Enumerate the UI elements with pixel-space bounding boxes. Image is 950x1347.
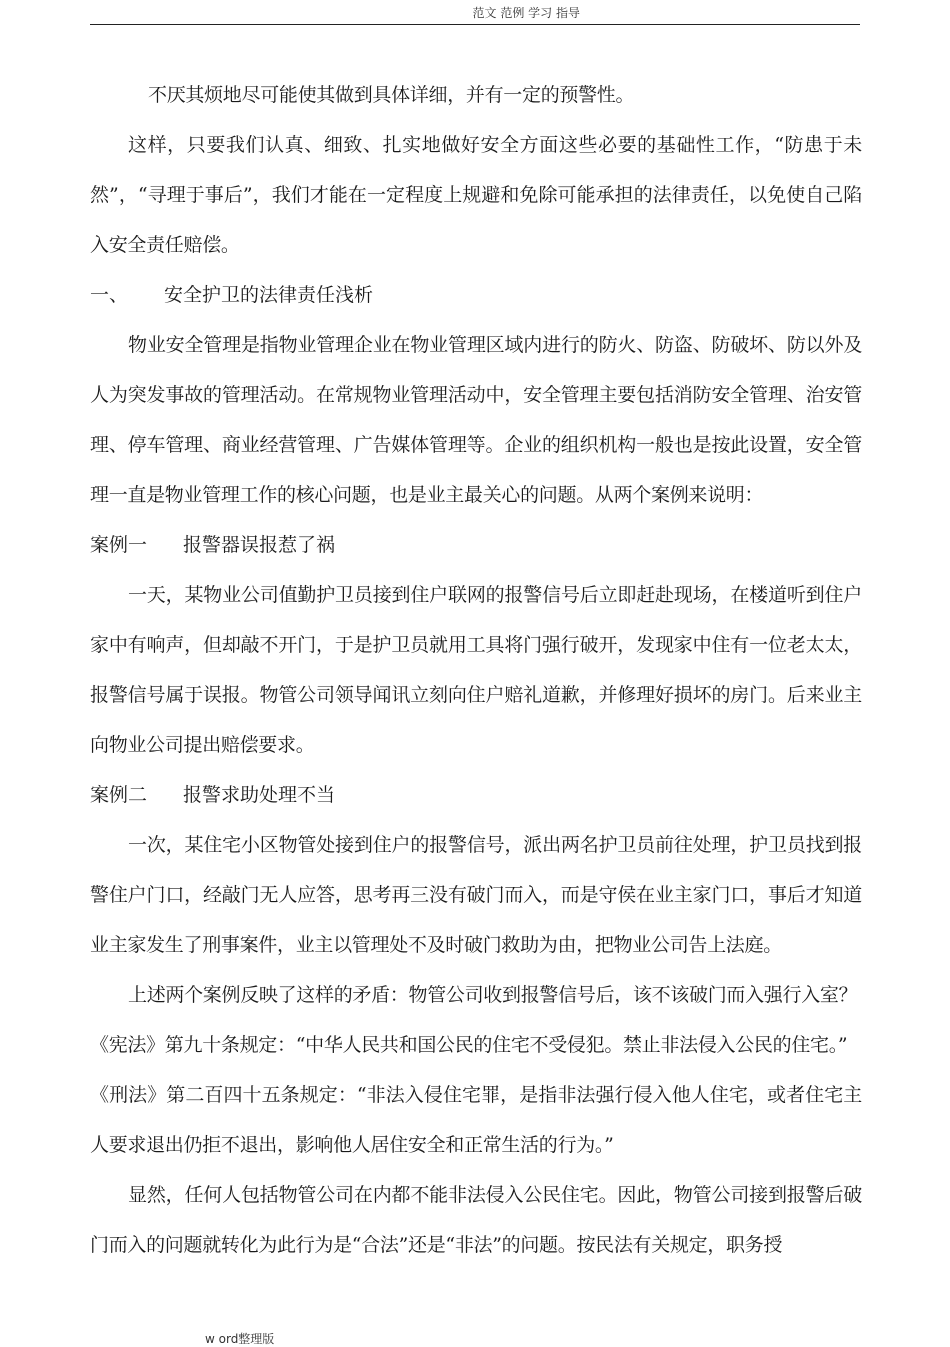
- paragraph-6: 上述两个案例反映了这样的矛盾：物管公司收到报警信号后，该不该破门而入强行入室？: [128, 984, 858, 1006]
- case-heading-2: [90, 770, 862, 820]
- section-number: 一、: [90, 284, 129, 306]
- page-footer: w ord整理版: [205, 1332, 275, 1346]
- case-title: 报警求助处理不当: [183, 784, 336, 806]
- paragraph-4: 一天，某物业公司值勤护卫员接到住户联网的报警信号后立即赶赴现场，在楼道听到住户家中有响声，但却敲不开门，于是护卫员就用工具将门强行破开，发现家中住有一位老太太，报警信号属于误报。物管公司领导闻讯立刻向住户赔礼道歉，并修理好损坏的房门。后来业主向物业公司提出赔偿要求。: [90, 584, 862, 756]
- paragraph-3: 物业安全管理是指物业管理企业在物业管理区域内进行的防火、防盗、防破坏、防以外及人为突发事故的管理活动。在常规物业管理活动中，安全管理主要包括消防安全管理、治安管理、停车管理、商业经营管理、广告媒体管理等。企业的组织机构一般也是按此设置，安全管理一直是物业管理工作的核心问题，也是业主最关心的问题。从两个案例来说明：: [90, 334, 862, 506]
- paragraph-8: 《刑法》第二百四十五条规定：“非法入侵住宅罪，是指非法强行侵入他人住宅，或者住宅主人要求退出仍拒不退出，影响他人居住安全和正常生活的行为。”: [90, 1084, 862, 1156]
- section-title: 安全护卫的法律责任浅析: [164, 284, 374, 306]
- paragraph-7: 《宪法》第九十条规定：“中华人民共和国公民的住宅不受侵犯。禁止非法侵入公民的住宅。”: [90, 1034, 848, 1056]
- document-body: [90, 70, 862, 1270]
- header-text: 范文 范例 学习 指导: [472, 6, 580, 20]
- case-title: 报警器误报惹了祸: [183, 534, 336, 556]
- paragraph-2: 这样，只要我们认真、细致、扎实地做好安全方面这些必要的基础性工作，“防患于未然”，“寻理于事后”，我们才能在一定程度上规避和免除可能承担的法律责任，以免使自己陷入安全责任赔偿。: [90, 134, 862, 256]
- case-label: 案例二: [90, 784, 148, 806]
- paragraph-9: 显然，任何人包括物管公司在内都不能非法侵入公民住宅。因此，物管公司接到报警后破门而入的问题就转化为此行为是“合法”还是“非法”的问题。按民法有关规定，职务授: [90, 1184, 862, 1256]
- paragraph-1: 不厌其烦地尽可能使其做到具体详细，并有一定的预警性。: [148, 84, 635, 106]
- page-header: [90, 0, 860, 25]
- section-heading-1: [90, 270, 862, 320]
- case-heading-1: [90, 520, 862, 570]
- case-label: 案例一: [90, 534, 148, 556]
- paragraph-5: 一次，某住宅小区物管处接到住户的报警信号，派出两名护卫员前往处理，护卫员找到报警住户门口，经敲门无人应答，思考再三没有破门而入，而是守侯在业主家门口，事后才知道业主家发生了刑事案件，业主以管理处不及时破门救助为由，把物业公司告上法庭。: [90, 834, 862, 956]
